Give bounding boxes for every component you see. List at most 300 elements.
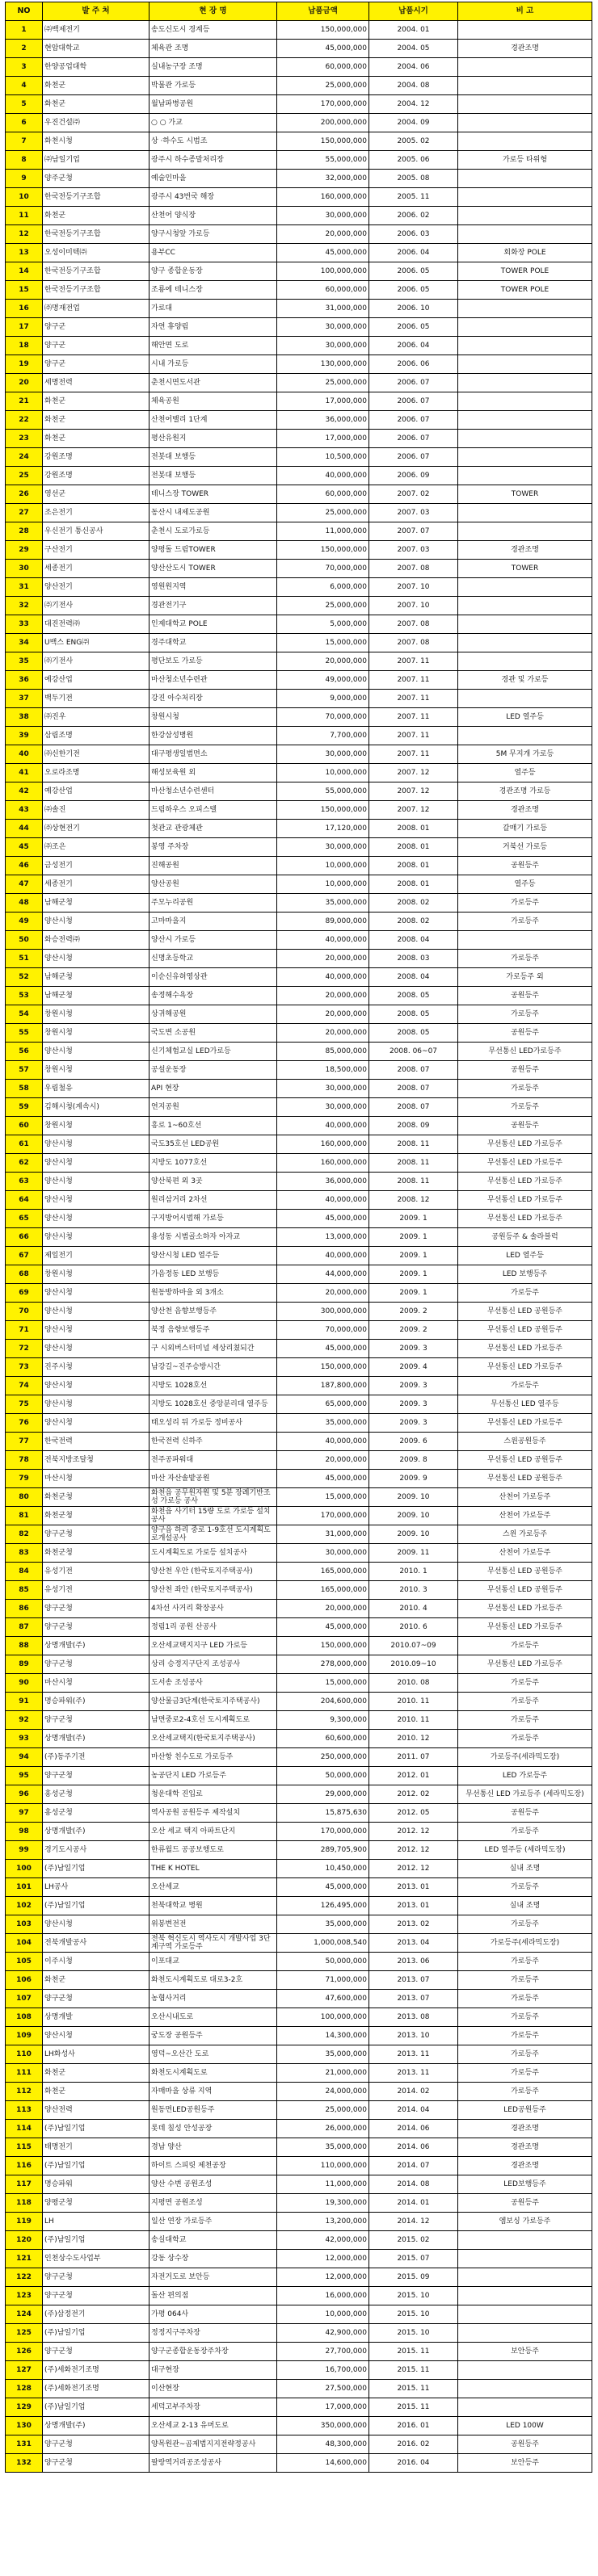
row-site: 구지방어시범해 가로등	[150, 1210, 277, 1228]
row-no: 16	[6, 300, 43, 318]
table-row	[6, 1321, 592, 1340]
row-date: 2010. 08	[369, 1674, 458, 1693]
row-no: 7	[6, 132, 43, 151]
table-row	[6, 1878, 592, 1897]
row-note: 회화장 POLE	[458, 244, 592, 262]
row-note	[458, 374, 592, 392]
row-site: 상귀해공원	[150, 1005, 277, 1024]
table-row	[6, 2138, 592, 2157]
row-client: LH공사	[43, 1878, 150, 1897]
row-client: 양산시청	[43, 1135, 150, 1154]
row-date: 2008. 02	[369, 913, 458, 931]
table-row	[6, 615, 592, 634]
row-note: 무선통신 LED 가로등주	[458, 1340, 592, 1358]
row-site: 마산청소년수련관	[150, 671, 277, 690]
row-client: 상명개발(주)	[43, 1637, 150, 1655]
table-row	[6, 931, 592, 950]
row-date: 2007. 12	[369, 782, 458, 801]
row-note: LED 가로등주	[458, 1767, 592, 1785]
row-no: 5	[6, 95, 43, 114]
row-client: 상명개발(주)	[43, 2417, 150, 2435]
row-client: 양산시청	[43, 1395, 150, 1414]
row-amount: 40,000,000	[277, 467, 369, 485]
row-date: 2013. 04	[369, 1934, 458, 1953]
row-no: 132	[6, 2454, 43, 2473]
row-site: 고마마을지	[150, 913, 277, 931]
row-amount: 29,000,000	[277, 1785, 369, 1804]
row-date: 2012. 02	[369, 1785, 458, 1804]
row-amount: 10,000,000	[277, 764, 369, 782]
row-date: 2014. 08	[369, 2175, 458, 2194]
row-date: 2016. 02	[369, 2435, 458, 2454]
row-date: 2013. 02	[369, 1915, 458, 1934]
row-note: 무선통신 LED 가로등주	[458, 1210, 592, 1228]
row-amount: 150,000,000	[277, 801, 369, 820]
row-site: 강진 아수처리장	[150, 690, 277, 708]
row-client: ㈜기전사	[43, 597, 150, 615]
row-no: 22	[6, 411, 43, 430]
row-note	[458, 300, 592, 318]
row-amount: 160,000,000	[277, 1154, 369, 1173]
row-amount: 40,000,000	[277, 1191, 369, 1210]
row-site: 국도변 소공원	[150, 1024, 277, 1043]
row-client: 창원시청	[43, 1061, 150, 1080]
row-note	[458, 467, 592, 485]
row-no: 82	[6, 1525, 43, 1544]
row-site: 자매마을 상류 지역	[150, 2083, 277, 2101]
row-no: 110	[6, 2045, 43, 2064]
row-no: 88	[6, 1637, 43, 1655]
row-note: 열주등	[458, 875, 592, 894]
row-no: 58	[6, 1080, 43, 1098]
row-client: 양산전력	[43, 2101, 150, 2120]
table-row	[6, 560, 592, 578]
row-note: 무선통신 LED 가로등주	[458, 1173, 592, 1191]
row-note	[458, 2305, 592, 2324]
row-no: 98	[6, 1823, 43, 1841]
row-note: 거북선 가로등	[458, 838, 592, 857]
row-amount: 24,000,000	[277, 2083, 369, 2101]
row-no: 78	[6, 1451, 43, 1470]
row-date: 2009. 1	[369, 1228, 458, 1247]
table-row	[6, 1674, 592, 1693]
row-no: 84	[6, 1563, 43, 1581]
table-row	[6, 2083, 592, 2101]
row-date: 2004. 01	[369, 21, 458, 40]
row-date: 2010. 12	[369, 1730, 458, 1748]
row-date: 2006. 09	[369, 467, 458, 485]
row-note	[458, 430, 592, 448]
table-row	[6, 1525, 592, 1544]
row-amount: 30,000,000	[277, 745, 369, 764]
row-note: LED 열주등	[458, 708, 592, 727]
row-site: 지방도 1077호선	[150, 1154, 277, 1173]
row-client: 남해군청	[43, 968, 150, 987]
row-amount: 17,000,000	[277, 430, 369, 448]
table-row	[6, 597, 592, 615]
row-note	[458, 2287, 592, 2305]
row-date: 2009. 10	[369, 1525, 458, 1544]
table-row	[6, 262, 592, 281]
row-no: 41	[6, 764, 43, 782]
row-date: 2015. 02	[369, 2231, 458, 2250]
row-client: 양산시청	[43, 1414, 150, 1433]
table-row	[6, 764, 592, 782]
row-site: 실내농구장 조명	[150, 58, 277, 77]
row-site: 가로대	[150, 300, 277, 318]
row-date: 2009. 4	[369, 1358, 458, 1377]
row-no: 20	[6, 374, 43, 392]
row-site: 구 시외버스터미널 세상리쳤되간	[150, 1340, 277, 1358]
row-date: 2005. 08	[369, 170, 458, 188]
row-no: 8	[6, 151, 43, 170]
row-client: 한국전등기구조합	[43, 188, 150, 207]
row-date: 2006. 07	[369, 392, 458, 411]
row-site: 가평 064사	[150, 2305, 277, 2324]
row-amount: 35,000,000	[277, 1414, 369, 1433]
row-date: 2012. 12	[369, 1823, 458, 1841]
row-site: 주모누리공원	[150, 894, 277, 913]
row-note: 공원등주	[458, 1061, 592, 1080]
row-no: 90	[6, 1674, 43, 1693]
row-client: 오로라조명	[43, 764, 150, 782]
row-site: 창원시청	[150, 708, 277, 727]
row-note: 가로등주	[458, 2027, 592, 2045]
row-amount: 150,000,000	[277, 541, 369, 560]
row-client: 한양공업대학	[43, 58, 150, 77]
row-date: 2009. 6	[369, 1433, 458, 1451]
row-amount: 16,000,000	[277, 2287, 369, 2305]
row-amount: 20,000,000	[277, 1600, 369, 1618]
row-amount: 130,000,000	[277, 355, 369, 374]
row-amount: 17,000,000	[277, 392, 369, 411]
row-no: 131	[6, 2435, 43, 2454]
row-no: 74	[6, 1377, 43, 1395]
row-amount: 15,000,000	[277, 1674, 369, 1693]
row-amount: 45,000,000	[277, 1470, 369, 1488]
row-date: 2013. 08	[369, 2008, 458, 2027]
row-no: 83	[6, 1544, 43, 1563]
table-row	[6, 1600, 592, 1618]
table-row	[6, 1098, 592, 1117]
row-no: 108	[6, 2008, 43, 2027]
row-client: 화천시청	[43, 132, 150, 151]
row-site: 도시계획도로 가로등 설치공사	[150, 1544, 277, 1563]
row-date: 2015. 11	[369, 2343, 458, 2361]
row-client: 화천군	[43, 207, 150, 225]
row-no: 28	[6, 522, 43, 541]
row-no: 61	[6, 1135, 43, 1154]
row-note: TOWER POLE	[458, 281, 592, 300]
row-amount: 10,000,000	[277, 857, 369, 875]
row-no: 125	[6, 2324, 43, 2343]
row-site: 양목원관~곰제법지지전략정공사	[150, 2435, 277, 2454]
row-amount: 65,000,000	[277, 1395, 369, 1414]
row-client: (주)남일기업	[43, 1860, 150, 1878]
row-client: 양구군청	[43, 2343, 150, 2361]
row-no: 6	[6, 114, 43, 132]
row-no: 51	[6, 950, 43, 968]
row-no: 39	[6, 727, 43, 745]
row-note	[458, 931, 592, 950]
row-note: 가로등주	[458, 1915, 592, 1934]
row-note	[458, 634, 592, 652]
row-note	[458, 2324, 592, 2343]
row-client: 진주시청	[43, 1358, 150, 1377]
row-no: 14	[6, 262, 43, 281]
table-row	[6, 894, 592, 913]
table-row	[6, 114, 592, 132]
row-date: 2014. 07	[369, 2157, 458, 2175]
row-no: 107	[6, 1990, 43, 2008]
row-site: 양산천 음향보행등주	[150, 1303, 277, 1321]
row-date: 2007. 11	[369, 745, 458, 764]
row-no: 2	[6, 40, 43, 58]
row-client: 삼림조명	[43, 727, 150, 745]
row-date: 2009. 10	[369, 1488, 458, 1507]
row-note: 무선통신 LED 공원등주	[458, 1451, 592, 1470]
row-no: 53	[6, 987, 43, 1005]
row-client: 전북개발공사	[43, 1934, 150, 1953]
row-site: 첫관교 관광체관	[150, 820, 277, 838]
row-amount: 14,600,000	[277, 2454, 369, 2473]
row-client: 창원시청	[43, 1005, 150, 1024]
row-note: 가로등주(세라믹도장)	[458, 1748, 592, 1767]
row-note	[458, 77, 592, 95]
row-client: 명승파워	[43, 2175, 150, 2194]
row-amount: 60,000,000	[277, 281, 369, 300]
table-row	[6, 1711, 592, 1730]
row-amount: 60,000,000	[277, 485, 369, 504]
row-no: 24	[6, 448, 43, 467]
row-date: 2009. 8	[369, 1451, 458, 1470]
row-no: 91	[6, 1693, 43, 1711]
table-row	[6, 170, 592, 188]
table-row	[6, 281, 592, 300]
row-site: 양산산도시 TOWER	[150, 560, 277, 578]
row-note: 가로등주	[458, 1098, 592, 1117]
row-no: 75	[6, 1395, 43, 1414]
row-amount: 289,705,900	[277, 1841, 369, 1860]
row-client: (주)남일기업	[43, 2157, 150, 2175]
header-amount: 납품금액	[277, 2, 369, 21]
table-row	[6, 1581, 592, 1600]
row-client: 양산시청	[43, 1915, 150, 1934]
table-row	[6, 1507, 592, 1525]
row-note: 무선통신 LED 가로등주	[458, 1600, 592, 1618]
row-amount: 1,000,008,540	[277, 1934, 369, 1953]
row-site: 시내 가로등	[150, 355, 277, 374]
row-note: 가로등주(세라믹도장)	[458, 1934, 592, 1953]
row-site: 오산 세교 택지 아파트단지	[150, 1823, 277, 1841]
table-row	[6, 2157, 592, 2175]
row-site: 예술인마을	[150, 170, 277, 188]
table-row	[6, 1748, 592, 1767]
row-client: 화천군	[43, 430, 150, 448]
row-no: 69	[6, 1284, 43, 1303]
table-row	[6, 1470, 592, 1488]
row-amount: 9,300,000	[277, 1711, 369, 1730]
row-note: 가로등주	[458, 2064, 592, 2083]
row-client: 화천군	[43, 2083, 150, 2101]
table-row	[6, 671, 592, 690]
table-row	[6, 40, 592, 58]
row-date: 2016. 01	[369, 2417, 458, 2435]
row-date: 2008. 06~07	[369, 1043, 458, 1061]
table-row	[6, 1767, 592, 1785]
header-note: 비 고	[458, 2, 592, 21]
row-site: 국도35호선 LED공원	[150, 1135, 277, 1154]
row-note: 가로등주	[458, 1990, 592, 2008]
row-note	[458, 652, 592, 671]
row-date: 2008. 07	[369, 1098, 458, 1117]
row-client: 양구군청	[43, 1600, 150, 1618]
row-note: 가로등주	[458, 1005, 592, 1024]
row-client: (주)삼정전기	[43, 2305, 150, 2324]
table-row	[6, 2008, 592, 2027]
table-row	[6, 578, 592, 597]
row-client: 화천군	[43, 411, 150, 430]
row-no: 76	[6, 1414, 43, 1433]
table-row	[6, 392, 592, 411]
row-no: 95	[6, 1767, 43, 1785]
row-client: 양산전기	[43, 578, 150, 597]
row-client: 명승파워(주)	[43, 1693, 150, 1711]
row-no: 122	[6, 2268, 43, 2287]
row-client: 화승전력㈜	[43, 931, 150, 950]
row-amount: 32,000,000	[277, 170, 369, 188]
row-no: 46	[6, 857, 43, 875]
row-site: 4차선 사거리 확장공사	[150, 1600, 277, 1618]
row-no: 104	[6, 1934, 43, 1953]
row-site: 농공단지 LED 가로등주	[150, 1767, 277, 1785]
row-no: 42	[6, 782, 43, 801]
row-client: 양산시청	[43, 1191, 150, 1210]
row-amount: 70,000,000	[277, 1321, 369, 1340]
row-date: 2008. 05	[369, 1024, 458, 1043]
row-amount: 30,000,000	[277, 1544, 369, 1563]
row-date: 2007. 03	[369, 504, 458, 522]
row-client: 제일전기	[43, 1247, 150, 1265]
row-no: 30	[6, 560, 43, 578]
table-row	[6, 1953, 592, 1971]
row-note: 엠보싱 가로등주	[458, 2213, 592, 2231]
table-row	[6, 2213, 592, 2231]
row-no: 120	[6, 2231, 43, 2250]
row-date: 2013. 07	[369, 1990, 458, 2008]
table-row	[6, 1117, 592, 1135]
row-client: 양산시청	[43, 1377, 150, 1395]
row-no: 118	[6, 2194, 43, 2213]
row-date: 2010.09~10	[369, 1655, 458, 1674]
row-amount: 45,000,000	[277, 1878, 369, 1897]
table-body	[6, 21, 592, 2473]
row-client: 양산시청	[43, 1043, 150, 1061]
row-no: 35	[6, 652, 43, 671]
row-date: 2015. 10	[369, 2305, 458, 2324]
table-row	[6, 207, 592, 225]
row-amount: 45,000,000	[277, 244, 369, 262]
row-note: 가로등주	[458, 1637, 592, 1655]
row-date: 2016. 04	[369, 2454, 458, 2473]
row-site: 가음정동 LED 보행등	[150, 1265, 277, 1284]
row-note: 공원등주	[458, 1804, 592, 1823]
row-date: 2004. 06	[369, 58, 458, 77]
row-note: 경관조명	[458, 801, 592, 820]
row-date: 2006. 07	[369, 430, 458, 448]
row-client: 한국전등기구조합	[43, 281, 150, 300]
row-note	[458, 522, 592, 541]
row-amount: 7,700,000	[277, 727, 369, 745]
row-site: 하이트 스피릿 제천공장	[150, 2157, 277, 2175]
table-row	[6, 1247, 592, 1265]
row-amount: 13,200,000	[277, 2213, 369, 2231]
table-row	[6, 1897, 592, 1915]
row-client: 대진전력㈜	[43, 615, 150, 634]
row-date: 2006. 03	[369, 225, 458, 244]
row-site: 조룡에 테니스장	[150, 281, 277, 300]
row-site: 태오성리 뒤 가로등 정비공사	[150, 1414, 277, 1433]
row-note: 무선통신 LED 열주등	[458, 1395, 592, 1414]
row-client: 우진건설㈜	[43, 114, 150, 132]
row-site: 해성보육원 외	[150, 764, 277, 782]
row-site: 마산 자산솔밭공원	[150, 1470, 277, 1488]
row-amount: 250,000,000	[277, 1748, 369, 1767]
row-date: 2013. 10	[369, 2027, 458, 2045]
table-row	[6, 820, 592, 838]
row-date: 2008. 01	[369, 820, 458, 838]
row-site: 전북 혁신도시 역사도시 개발사업 3단계구역 가로등주	[150, 1934, 277, 1953]
row-date: 2008. 01	[369, 838, 458, 857]
row-date: 2015. 11	[369, 2398, 458, 2417]
row-note: 갈매기 가로등	[458, 820, 592, 838]
row-no: 13	[6, 244, 43, 262]
row-no: 43	[6, 801, 43, 820]
row-amount: 14,300,000	[277, 2027, 369, 2045]
row-note: 무선통신 LED 가로등주	[458, 1655, 592, 1674]
table-row	[6, 1693, 592, 1711]
row-note: 실내 조명	[458, 1860, 592, 1878]
row-amount: 36,000,000	[277, 411, 369, 430]
row-client: 인천상수도사업부	[43, 2250, 150, 2268]
table-row	[6, 1154, 592, 1173]
row-note: 무선통신 LED 가로등주	[458, 1358, 592, 1377]
row-date: 2015. 11	[369, 2361, 458, 2380]
row-site: 농협사거리	[150, 1990, 277, 2008]
row-amount: 35,000,000	[277, 894, 369, 913]
row-site: 원동면LED공원등주	[150, 2101, 277, 2120]
row-amount: 150,000,000	[277, 1637, 369, 1655]
row-amount: 100,000,000	[277, 2008, 369, 2027]
row-site: 양산북편 외 3곳	[150, 1173, 277, 1191]
row-no: 126	[6, 2343, 43, 2361]
row-note: 무선통신 LED 가로등주	[458, 1618, 592, 1637]
row-date: 2013. 11	[369, 2045, 458, 2064]
row-no: 49	[6, 913, 43, 931]
row-site: 강동 상수장	[150, 2250, 277, 2268]
table-row	[6, 2101, 592, 2120]
row-note: 스윈공원등주	[458, 1433, 592, 1451]
row-no: 77	[6, 1433, 43, 1451]
row-note: 경관조명	[458, 541, 592, 560]
row-amount: 50,000,000	[277, 1767, 369, 1785]
row-site: 경남 양산	[150, 2138, 277, 2157]
row-site: 봉영 주차장	[150, 838, 277, 857]
row-site: 양산 수변 공원조성	[150, 2175, 277, 2194]
row-amount: 25,000,000	[277, 77, 369, 95]
table-row	[6, 1823, 592, 1841]
row-date: 2010. 1	[369, 1563, 458, 1581]
